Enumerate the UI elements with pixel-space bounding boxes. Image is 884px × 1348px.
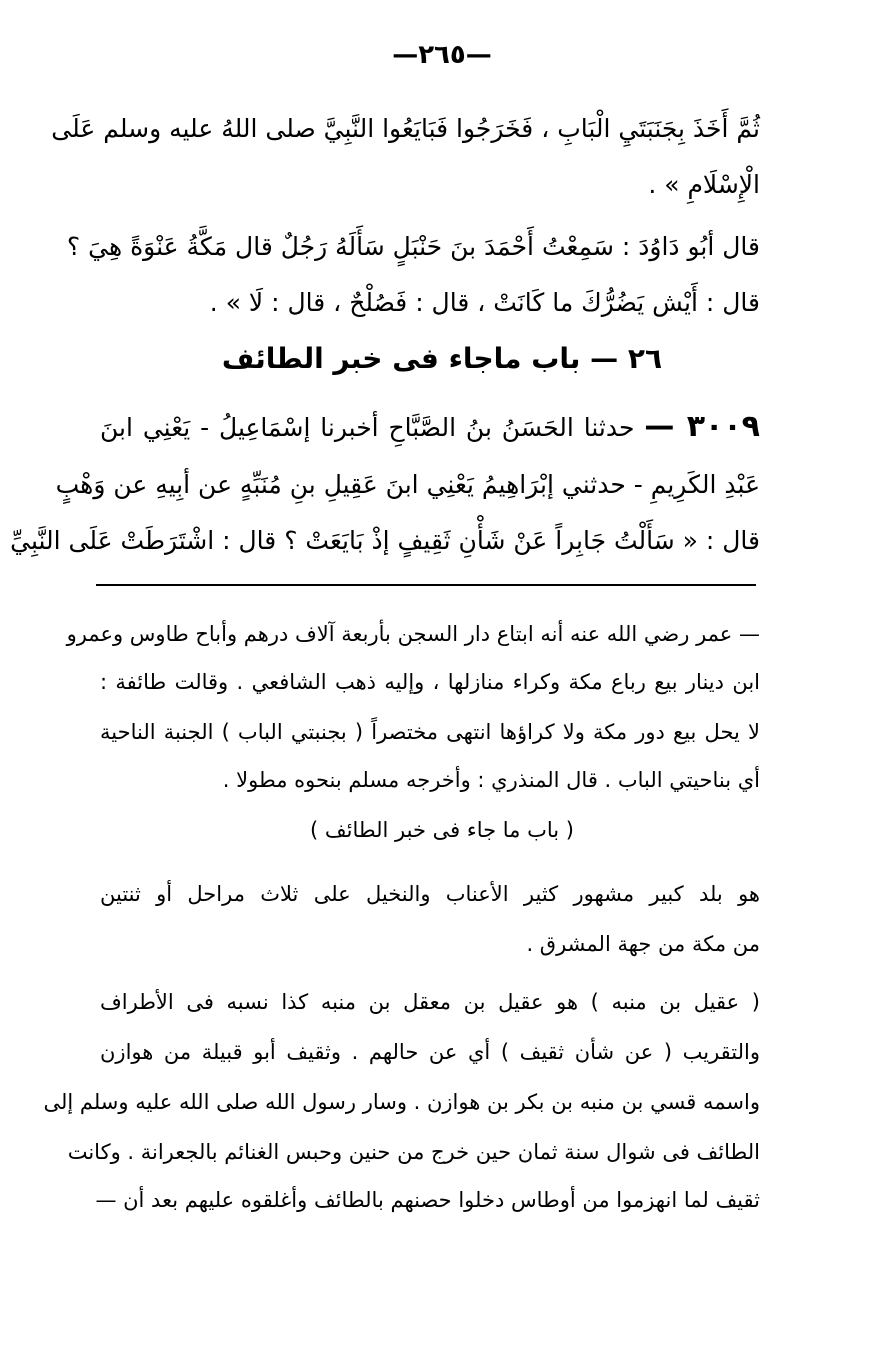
note-line: ثقيف لما انهزموا من أوطاس دخلوا حصنهم بالطائف وأغلقوه عليهم بعد أن — (95, 1188, 760, 1212)
note-line: واسمه قسي بن منبه بن بكر بن هوازن . وسار رسول الله صلى الله عليه وسلم إلى (43, 1090, 760, 1114)
note-line: ( عقيل بن منبه ) هو عقيل بن معقل بن منبه كذا نسبه فى الأطراف (100, 990, 760, 1014)
chapter-heading: ٢٦ — باب ماجاء فى خبر الطائف (221, 342, 663, 375)
abudawud-line: قال أبُو دَاوُدَ : سَمِعْتُ أَحْمَدَ بنَ حَنْبَلٍ سَأَلَهُ رَجُلٌ قال مَكَّةُ عَنْوَةً هِيَ ؟ (66, 232, 760, 261)
page-number: —٢٦٥— (392, 40, 492, 70)
main-text-line: ثُمَّ أَخَذَ بِجَنَبَتَيِ الْبَابِ ، فَخَرَجُوا فَبَايَعُوا النَّبِيَّ صلى اللهُ عليه وسلم عَلَى (51, 114, 760, 143)
note-line: — عمر رضي الله عنه أنه ابتاع دار السجن بأربعة آلاف درهم وأباح طاوس وعمرو (66, 622, 760, 646)
note-line: من مكة من جهة المشرق . (526, 932, 760, 956)
note-line: لا يحل بيع دور مكة ولا كراؤها انتهى مختصراً ( بجنبتي الباب ) الجنبة الناحية (100, 720, 760, 744)
abudawud-line: قال : أَيْش يَضُرُّكَ ما كَانَتْ ، قال : فَصُلْحٌ ، قال : لَا » . (209, 288, 760, 317)
note-line: هو بلد كبير مشهور كثير الأعناب والنخيل على ثلاث مراحل أو ثنتين (100, 882, 760, 906)
note-line: والتقريب ( عن شأن ثقيف ) أي عن حالهم . وثقيف أبو قبيلة من هوازن (100, 1040, 760, 1064)
main-text-line: الْإِسْلَامِ » . (648, 170, 760, 199)
hadith-line: عَبْدِ الكَرِيمِ - حدثني إبْرَاهِيمُ يَعْنِي ابنَ عَقِيلِ بنِ مُنَبِّهٍ عن أبِيهِ عن وَهْبٍ (55, 470, 760, 499)
hadith-line: قال : « سَأَلْتُ جَابِراً عَنْ شَأْنِ ثَقِيفٍ إذْ بَايَعَتْ ؟ قال : اشْتَرَطَتْ عَلَى النَّبِيِّ (10, 526, 760, 555)
note-line: أي بناحيتي الباب . قال المنذري : وأخرجه مسلم بنحوه مطولا . (222, 768, 760, 792)
hadith-text: حدثنا الحَسَنُ بنُ الصَّبَّاحِ أخبرنا إسْمَاعِيلُ - يَعْنِي ابنَ (100, 413, 635, 442)
footnote-divider (96, 584, 756, 586)
note-line: ابن دينار بيع رباع مكة وكراء منازلها ، وإليه ذهب الشافعي . وقالت طائفة : (100, 670, 760, 694)
hadith-number: ٣٠٠٩ — (644, 409, 760, 444)
hadith-first-line (100, 402, 760, 452)
note-heading: ( باب ما جاء فى خبر الطائف ) (310, 818, 574, 842)
note-line: الطائف فى شوال سنة ثمان حين خرج من حنين وحبس الغنائم بالجعرانة . وكانت (67, 1140, 760, 1164)
